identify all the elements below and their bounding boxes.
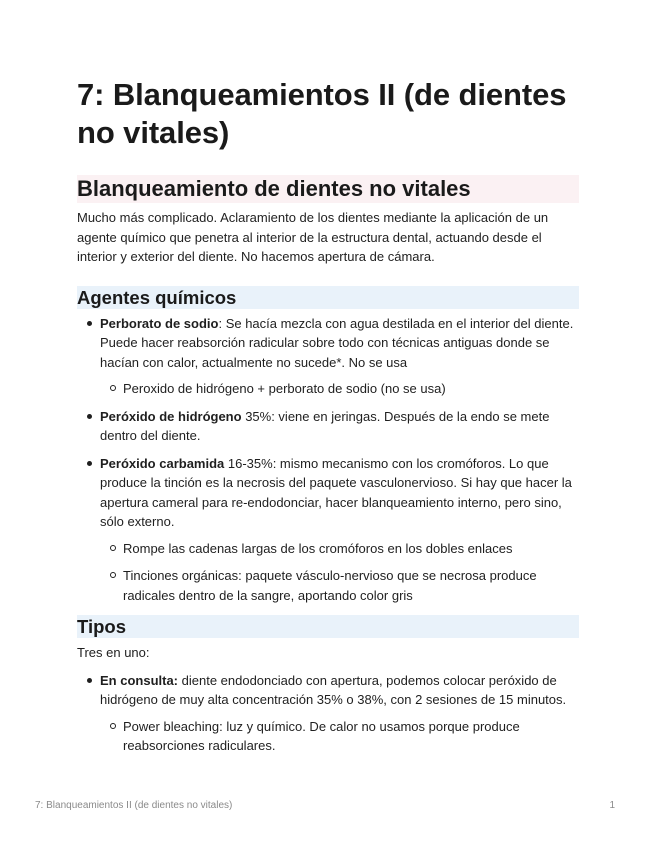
list-item-perborato xyxy=(77,314,579,399)
subsection-heading-tipos: Tipos xyxy=(77,615,579,638)
item-text: : Se hacía mezcla con agua destilada en el interior del diente. Puede hacer reabsorción radicular sobre todo con técnicas antiguas donde se hacían con calor, actualmente no sucede*. No se usa xyxy=(100,315,574,370)
item-text: diente endodonciado con apertura, podemos colocar peróxido de hidrógeno de muy alta concentración 35% o 38%, con 2 sesiones de 15 minutos. xyxy=(100,672,567,707)
list-item-peroxido-hidrogeno xyxy=(77,407,579,446)
sub-list-item: Rompe las cadenas largas de los cromóforos en los dobles enlaces xyxy=(100,539,579,559)
item-term: En consulta: xyxy=(100,672,179,688)
subsection-heading-agentes: Agentes químicos xyxy=(77,286,579,309)
section-tipos xyxy=(77,615,579,756)
section-heading-blanqueamiento: Blanqueamiento de dientes no vitales xyxy=(77,175,579,203)
item-text: 35%: viene en jeringas. Después de la endo se mete dentro del diente. xyxy=(100,408,550,443)
list-item-en-consulta xyxy=(77,671,579,756)
agentes-list xyxy=(77,314,579,606)
item-term: Perborato de sodio xyxy=(100,315,219,331)
document-page xyxy=(77,76,579,766)
sublist xyxy=(100,539,579,606)
page-number: 1 xyxy=(609,800,615,811)
item-term: Peróxido de hidrógeno xyxy=(100,408,242,424)
item-text: 16-35%: mismo mecanismo con los cromóforos. Lo que produce la tinción es la necrosis del paquete vasculonervioso. Si hay que hacer la apertura cameral para re-endodonciar, hacer blanqueamiento interno, pero sino, sólo externo. xyxy=(100,455,572,529)
page-title: 7: Blanqueamientos II (de dientes no vitales) xyxy=(77,77,567,150)
sublist xyxy=(100,379,579,399)
sub-list-item: Power bleaching: luz y químico. De calor no usamos porque produce reabsorciones radiculares. xyxy=(100,717,579,756)
sublist xyxy=(100,717,579,756)
section-agentes-quimicos xyxy=(77,286,579,606)
list-item-peroxido-carbamida xyxy=(77,454,579,606)
footer-title: 7: Blanqueamientos II (de dientes no vitales) xyxy=(35,800,233,811)
sub-list-item: Peroxido de hidrógeno + perborato de sodio (no se usa) xyxy=(100,379,579,399)
section-intro-paragraph: Mucho más complicado. Aclaramiento de los dientes mediante la aplicación de un agente químico que penetra al interior de la estructura dental, actuando desde el interior y exterior del diente. No hacemos apertura de cámara. xyxy=(77,210,549,264)
tipos-list xyxy=(77,671,579,756)
tipos-intro: Tres en uno: xyxy=(77,645,150,660)
sub-list-item: Tinciones orgánicas: paquete vásculo-nervioso que se necrosa produce radicales dentro de la sangre, aportando color gris xyxy=(100,566,579,605)
item-term: Peróxido carbamida xyxy=(100,455,225,471)
